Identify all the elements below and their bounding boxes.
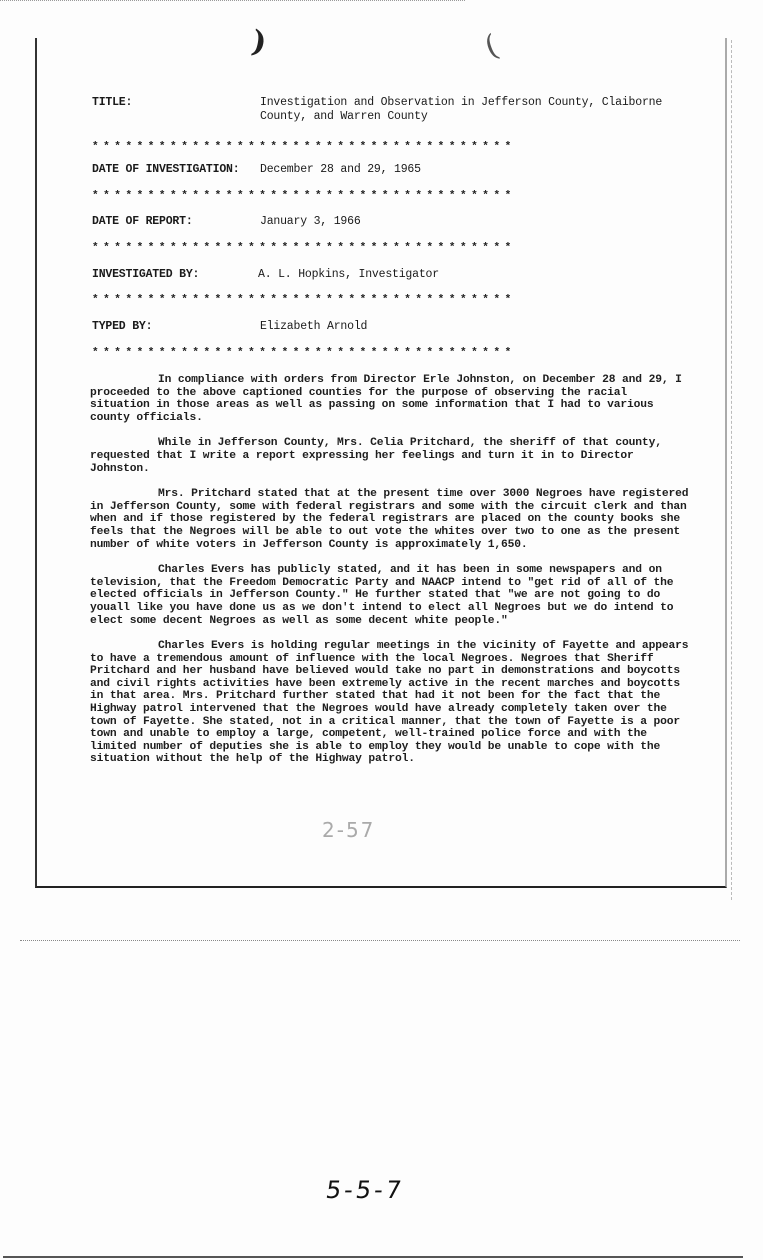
paragraph-1: In compliance with orders from Director Erle Johnston, on December 28 and 29, I proceeded to the above captioned counties for the purpose of observing the racial situation in those areas as well as passing on some information that I had to various county officials. [90, 374, 682, 424]
separator-stars: ************************************** [92, 294, 516, 306]
bottom-scan-rule [3, 1256, 743, 1258]
date-of-report-label: DATE OF REPORT: [92, 215, 193, 228]
separator-stars: ************************************** [92, 190, 516, 202]
faint-handwritten-number: 2-57 [322, 818, 376, 842]
investigated-by-value: A. L. Hopkins, Investigator [258, 268, 439, 281]
punch-hole-mark-icon: ( [480, 28, 504, 65]
paragraph-2: While in Jefferson County, Mrs. Celia Pritchard, the sheriff of that county, requested that I write a report expressing her feelings and turn it in to Director Johnston. [90, 437, 662, 475]
lower-scan-rule [20, 940, 740, 941]
investigated-by-label: INVESTIGATED BY: [92, 268, 200, 281]
scan-edge-dots [0, 0, 465, 1]
date-of-investigation-value: December 28 and 29, 1965 [260, 163, 421, 176]
paragraph-5: Charles Evers is holding regular meetings in the vicinity of Fayette and appears to have a tremendous amount of influence with the local Negroes. Negroes that Sheriff Pritchard and her husband have believed would take no part in demonstrations and boycotts and civil rights activities have been extremely active in the recent marches and boycotts in that area. Mrs. Pritchard further stated that had it not been for the fact that the Highway patrol intervened that the Negroes would have already completely taken over the town of Fayette. She stated, not in a critical manner, that the town of Fayette is a poor town and unable to employ a large, competent, well-trained police force and with the limited number of deputies she is able to employ they would be unable to cope with the situation without the help of the Highway patrol. [90, 640, 689, 766]
paragraph-4: Charles Evers has publicly stated, and it has been in some newspapers and on television, that the Freedom Democratic Party and NAACP intend to "get rid of all of the elected officials in Jefferson County." He further stated that "we are not going to do youall like you have done us as we don't intend to elect all Negroes but we do intend to elect some decent Negroes as well as some decent white people." [90, 564, 674, 627]
date-of-report-value: January 3, 1966 [260, 215, 361, 228]
punch-hole-mark-icon: ) [249, 24, 270, 61]
report-body [90, 374, 692, 779]
page-number: 5-5-7 [324, 1176, 407, 1204]
paragraph-3: Mrs. Pritchard stated that at the present time over 3000 Negroes have registered in Jefferson County, some with federal registrars and some with the circuit clerk and than when and if those registered by the federal registrars are placed on the county books she feels that the Negroes will be able to out vote the whites over two to one as the present number of white voters in Jefferson County is approximately 1,650. [90, 488, 689, 551]
frame-right-edge [731, 40, 732, 900]
typed-by-label: TYPED BY: [92, 320, 153, 333]
separator-stars: ************************************** [92, 347, 516, 359]
title-value: Investigation and Observation in Jefferson County, Claiborne County, and Warren County [260, 96, 663, 123]
separator-stars: ************************************** [92, 242, 516, 254]
date-of-investigation-label: DATE OF INVESTIGATION: [92, 163, 240, 176]
separator-stars: ************************************** [92, 141, 516, 153]
title-label: TITLE: [92, 96, 133, 109]
typed-by-value: Elizabeth Arnold [260, 320, 368, 333]
